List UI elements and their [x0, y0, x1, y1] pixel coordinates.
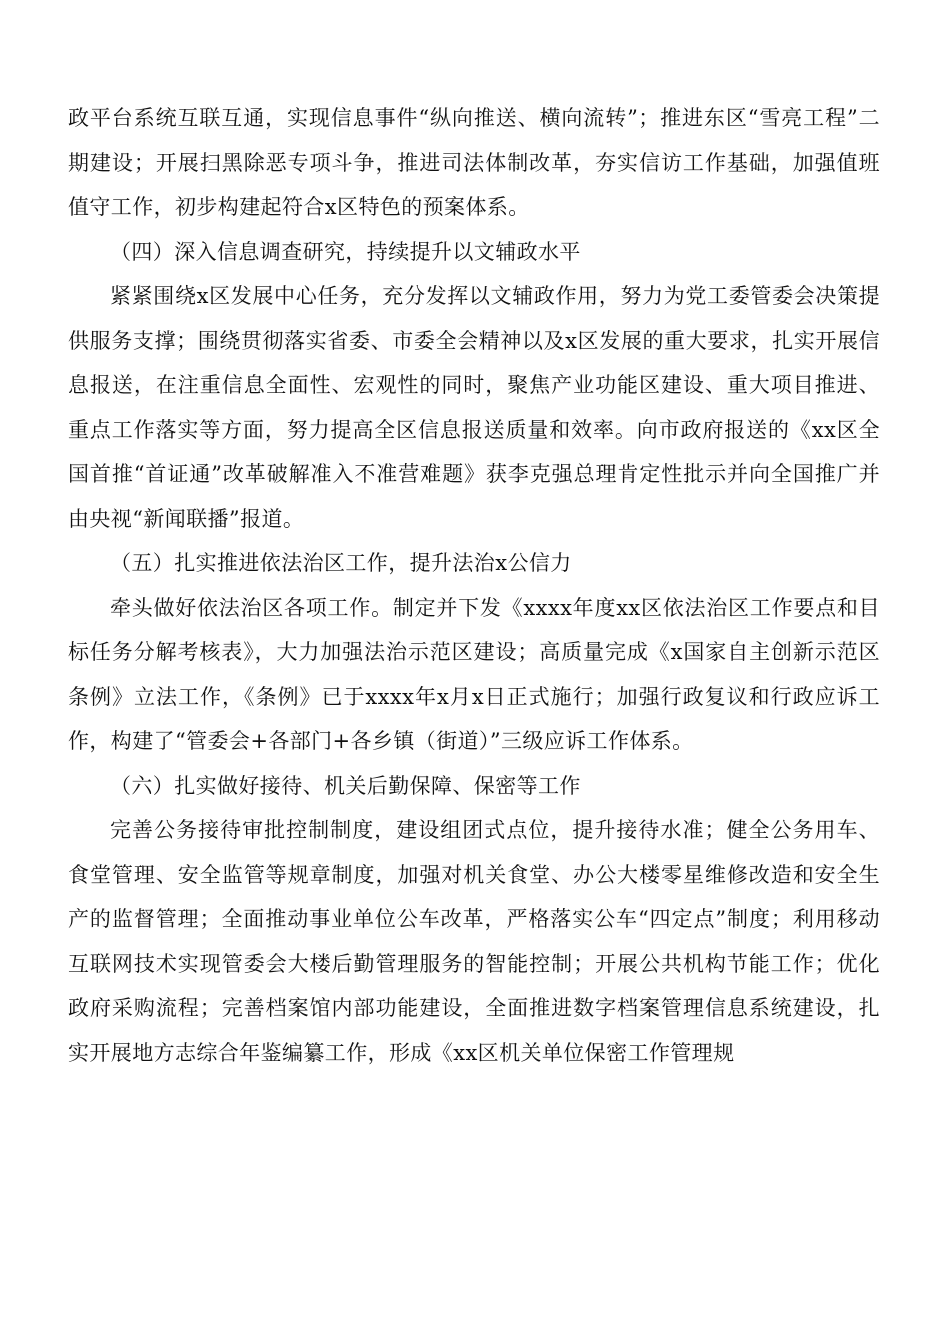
paragraph-info-research: 紧紧围绕x区发展中心任务，充分发挥以文辅政作用，努力为党工委管委会决策提供服务支撑；围绕贯彻落实省委、市委全会精神以及x区发展的重大要求，扎实开展信息报送，在注重信息全面性、宏观性的同时，聚焦产业功能区建设、重大项目推进、重点工作落实等方面，努力提高全区信息报送质量和效率。向市政府报送的《xx区全国首推“首证通”改革破解准入不准营难题》获李克强总理肯定性批示并向全国推广并由央视“新闻联播”报道。	[68, 284, 880, 531]
section-heading-5: （五）扎实推进依法治区工作，提升法治x公信力	[110, 551, 572, 575]
document-body	[68, 96, 880, 1075]
paragraph-logistics: 完善公务接待审批控制制度，建设组团式点位，提升接待水准；健全公务用车、食堂管理、安全监管等规章制度，加强对机关食堂、办公大楼零星维修改造和安全生产的监督管理；全面推动事业单位公车改革，严格落实公车“四定点”制度；利用移动互联网技术实现管委会大楼后勤管理服务的智能控制；开展公共机构节能工作；优化政府采购流程；完善档案馆内部功能建设，全面推进数字档案管理信息系统建设，扎实开展地方志综合年鉴编纂工作，形成《xx区机关单位保密工作管理规	[68, 818, 880, 1065]
section-heading-4: （四）深入信息调查研究，持续提升以文辅政水平	[110, 239, 581, 264]
section-heading-6: （六）扎实做好接待、机关后勤保障、保密等工作	[110, 773, 581, 798]
paragraph-rule-of-law: 牵头做好依法治区各项工作。制定并下发《xxxx年度xx区依法治区工作要点和目标任务分解考核表》，大力加强法治示范区建设；高质量完成《x国家自主创新示范区条例》立法工作，《条例》已于xxxx年x月x日正式施行；加强行政复议和行政应诉工作，构建了“管委会+各部门+各乡镇（街道）”三级应诉工作体系。	[68, 595, 880, 753]
paragraph-continuation: 政平台系统互联互通，实现信息事件“纵向推送、横向流转”；推进东区“雪亮工程”二期建设；开展扫黑除恶专项斗争，推进司法体制改革，夯实信访工作基础，加强值班值守工作，初步构建起符合x区特色的预案体系。	[68, 106, 880, 219]
